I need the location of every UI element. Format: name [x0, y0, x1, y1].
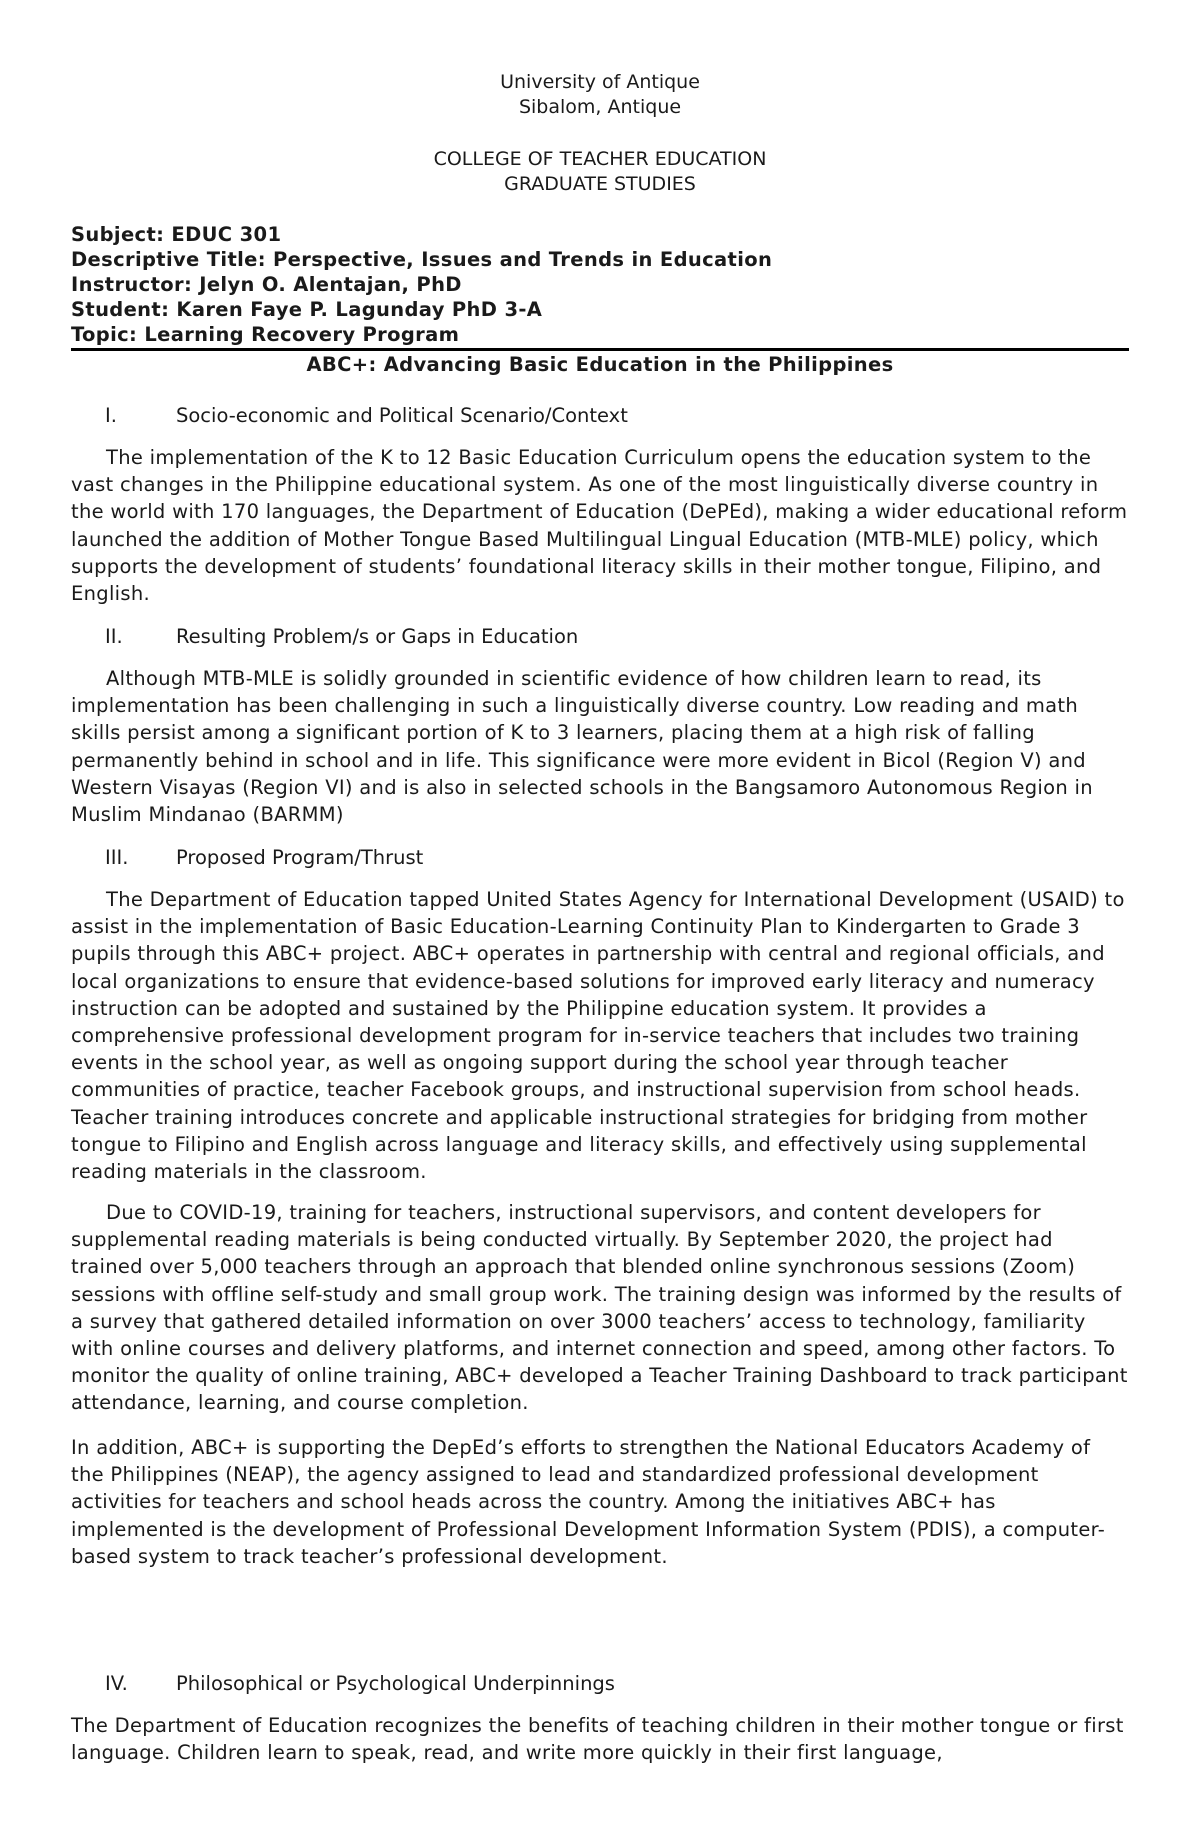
section-heading-3 — [71, 845, 1129, 870]
section-heading-1 — [71, 403, 1129, 428]
document-title: ABC+: Advancing Basic Education in the Philippines — [306, 353, 894, 376]
section-heading-4 — [71, 1671, 1129, 1696]
paragraph: The implementation of the K to 12 Basic Education Curriculum opens the education system to the vast changes in the Philippine educational system. As one of the most linguistically diverse country in the world with 170 languages, the Department of Education (DePEd), making a wider educational reform launched the addition of Mother Tongue Based Multilingual Lingual Education (MTB-MLE) policy, which supports the development of students’ foundational literacy skills in their mother tongue, Filipino, and English. — [71, 446, 1128, 606]
paragraph: The Department of Education recognizes the benefits of teaching children in their mother tongue or first language. Children learn to speak, read, and write more quickly in their first language, — [71, 1714, 1124, 1765]
division-name: GRADUATE STUDIES — [504, 173, 696, 195]
section-number: I. — [105, 404, 117, 427]
instructor-line: Instructor: Jelyn O. Alentajan, PhD — [71, 273, 462, 296]
college-name: COLLEGE OF TEACHER EDUCATION — [433, 148, 767, 170]
section-title: Resulting Problem/s or Gaps in Education — [176, 625, 579, 648]
paragraph: In addition, ABC+ is supporting the DepEd’s efforts to strengthen the National Educators Academy of the Philippines (NEAP), the agency assigned to lead and standardized professional development activities for teachers and school heads across the country. Among the initiatives ABC+ has implemented is the development of Professional Development Information System (PDIS), a computer-based system to track teacher’s professional development. — [71, 1436, 1106, 1568]
student-line: Student: Karen Faye P. Lagunday PhD 3-A — [71, 298, 543, 321]
paragraph: The Department of Education tapped United States Agency for International Development (USAID) to assist in the implementation of Basic Education-Learning Continuity Plan to Kindergarten to Grade 3 pupils through this ABC+ project. ABC+ operates in partnership with central and regional officials, and local organizations to ensure that evidence-based solutions for improved early literacy and numeracy instruction can be adopted and sustained by the Philippine education system. It provides a comprehensive professional development program for in-service teachers that includes two training events in the school year, as well as ongoing support during the school year through teacher communities of practice, teacher Facebook groups, and instructional supervision from school heads. Teacher training introduces concrete and applicable instructional strategies for bridging from mother tongue to Filipino and English across language and literacy skills, and effectively using supplemental reading materials in the classroom. — [71, 888, 1125, 1184]
university-name: University of Antique — [500, 71, 700, 93]
section-title: Proposed Program/Thrust — [176, 846, 424, 869]
paragraph: Due to COVID-19, training for teachers, instructional supervisors, and content developers for supplemental reading materials is being conducted virtually. By September 2020, the project had trained over 5,000 teachers through an approach that blended online synchronous sessions (Zoom) sessions with offline self-study and small group work. The training design was informed by the results of a survey that gathered detailed information on over 3000 teachers’ access to technology, familiarity with online courses and delivery platforms, and internet connection and speed, among other factors. To monitor the quality of online training, ABC+ developed a Teacher Training Dashboard to track participant attendance, learning, and course completion. — [71, 1201, 1128, 1415]
section-number: IV. — [105, 1672, 128, 1695]
university-location: Sibalom, Antique — [518, 96, 682, 118]
section-title: Socio-economic and Political Scenario/Context — [176, 404, 628, 427]
paragraph: Although MTB-MLE is solidly grounded in scientific evidence of how children learn to read, its implementation has been challenging in such a linguistically diverse country. Low reading and math skills persist among a significant portion of K to 3 learners, placing them at a high risk of falling permanently behind in school and in life. This significance were more evident in Bicol (Region V) and Western Visayas (Region VI) and is also in selected schools in the Bangsamoro Autonomous Region in Muslim Mindanao (BARMM) — [71, 667, 1093, 827]
section-number: II. — [105, 625, 123, 648]
section-title: Philosophical or Psychological Underpinnings — [176, 1672, 615, 1695]
topic-line: Topic: Learning Recovery Program — [71, 323, 460, 346]
subject-line: Subject: EDUC 301 — [71, 223, 282, 246]
section-number: III. — [105, 846, 129, 869]
section-heading-2 — [71, 624, 1129, 649]
descriptive-title-line: Descriptive Title: Perspective, Issues and Trends in Education — [71, 248, 773, 271]
title-divider — [71, 348, 1129, 351]
